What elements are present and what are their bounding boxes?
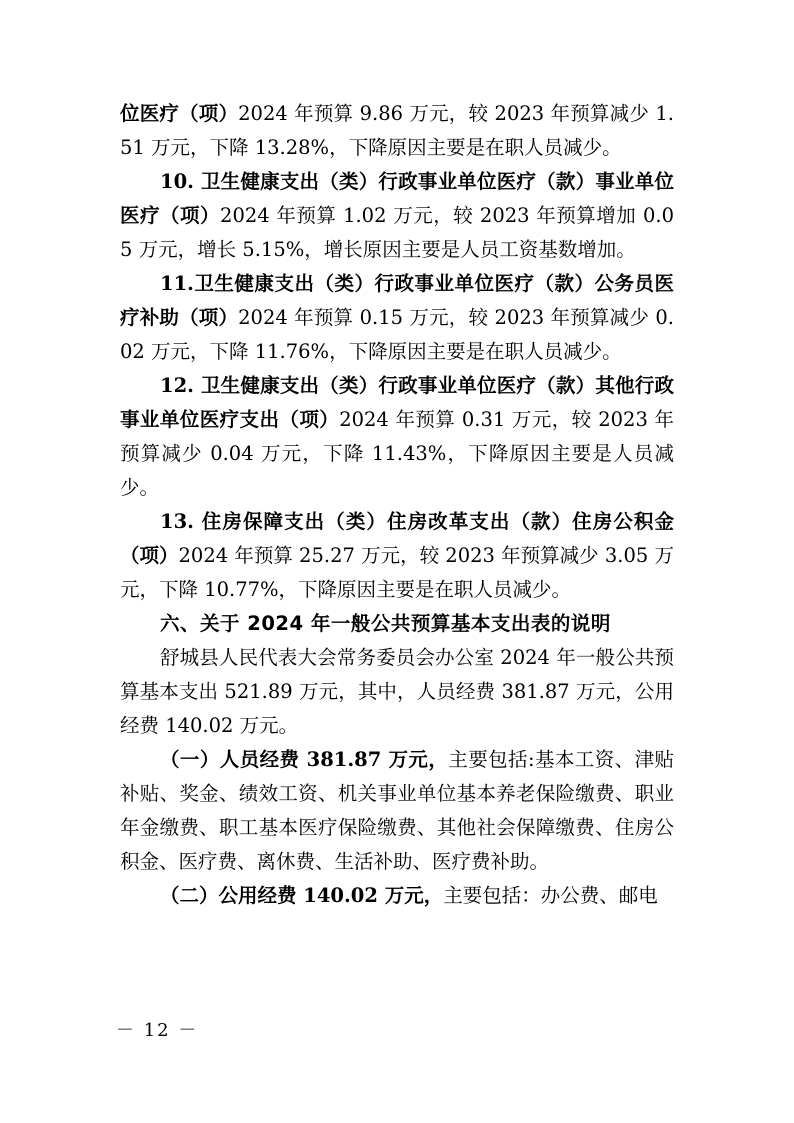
paragraph-body: 2024 年预算 0.31 万元，较 2023 年预算减少 0.04 万元，下降 11.43%，下降原因主要是人员减少。 bbox=[120, 408, 674, 499]
paragraph-item-12 bbox=[120, 369, 674, 505]
paragraph-lead: 位医疗（项） bbox=[120, 102, 239, 125]
paragraph-item-13 bbox=[120, 505, 674, 607]
document-body bbox=[120, 97, 674, 913]
paragraph-item-9-continued bbox=[120, 97, 674, 165]
paragraph-body: 2024 年预算 0.15 万元，较 2023 年预算减少 0.02 万元，下降 11.76%，下降原因主要是在职人员减少。 bbox=[120, 306, 674, 363]
paragraph-lead: 10. 卫生健康支出（类）行政事业单位医疗（款）事业单位医疗（项） bbox=[120, 170, 674, 227]
paragraph-item-10 bbox=[120, 165, 674, 267]
paragraph-lead: 11.卫生健康支出（类）行政事业单位医疗（款）公务员医疗补助（项） bbox=[120, 272, 674, 329]
personnel-expense-paragraph bbox=[120, 743, 674, 879]
section-heading: 六、关于 2024 年一般公共预算基本支出表的说明 bbox=[160, 612, 611, 635]
paragraph-lead: 13. 住房保障支出（类）住房改革支出（款）住房公积金（项） bbox=[120, 510, 674, 567]
personnel-expense-body: 主要包括:基本工资、津贴补贴、奖金、绩效工资、机关事业单位基本养老保险缴费、职业年金缴费、职工基本医疗保险缴费、其他社会保障缴费、住房公积金、医疗费、离休费、生活补助、医疗费补助。 bbox=[120, 748, 674, 873]
paragraph-item-11 bbox=[120, 267, 674, 369]
page-number: － 12 － bbox=[116, 1020, 199, 1041]
paragraph-body: 2024 年预算 25.27 万元，较 2023 年预算减少 3.05 万元，下降 10.77%，下降原因主要是在职人员减少。 bbox=[120, 544, 674, 601]
summary-paragraph: 舒城县人民代表大会常务委员会办公室 2024 年一般公共预算基本支出 521.89 万元，其中，人员经费 381.87 万元，公用经费 140.02 万元。 bbox=[120, 646, 674, 737]
public-expense-body: 主要包括：办公费、邮电 bbox=[443, 884, 658, 907]
paragraph-body: 2024 年预算 1.02 万元，较 2023 年预算增加 0.05 万元，增长 5.15%，增长原因主要是人员工资基数增加。 bbox=[120, 204, 674, 261]
paragraph-lead: 12. 卫生健康支出（类）行政事业单位医疗（款）其他行政事业单位医疗支出（项） bbox=[120, 374, 674, 431]
public-expense-paragraph bbox=[120, 879, 674, 913]
personnel-expense-lead: （一）人员经费 381.87 万元， bbox=[160, 748, 449, 771]
paragraph-body: 2024 年预算 9.86 万元，较 2023 年预算减少 1.51 万元，下降 13.28%，下降原因主要是在职人员减少。 bbox=[120, 102, 674, 159]
public-expense-lead: （二）公用经费 140.02 万元， bbox=[160, 884, 444, 907]
